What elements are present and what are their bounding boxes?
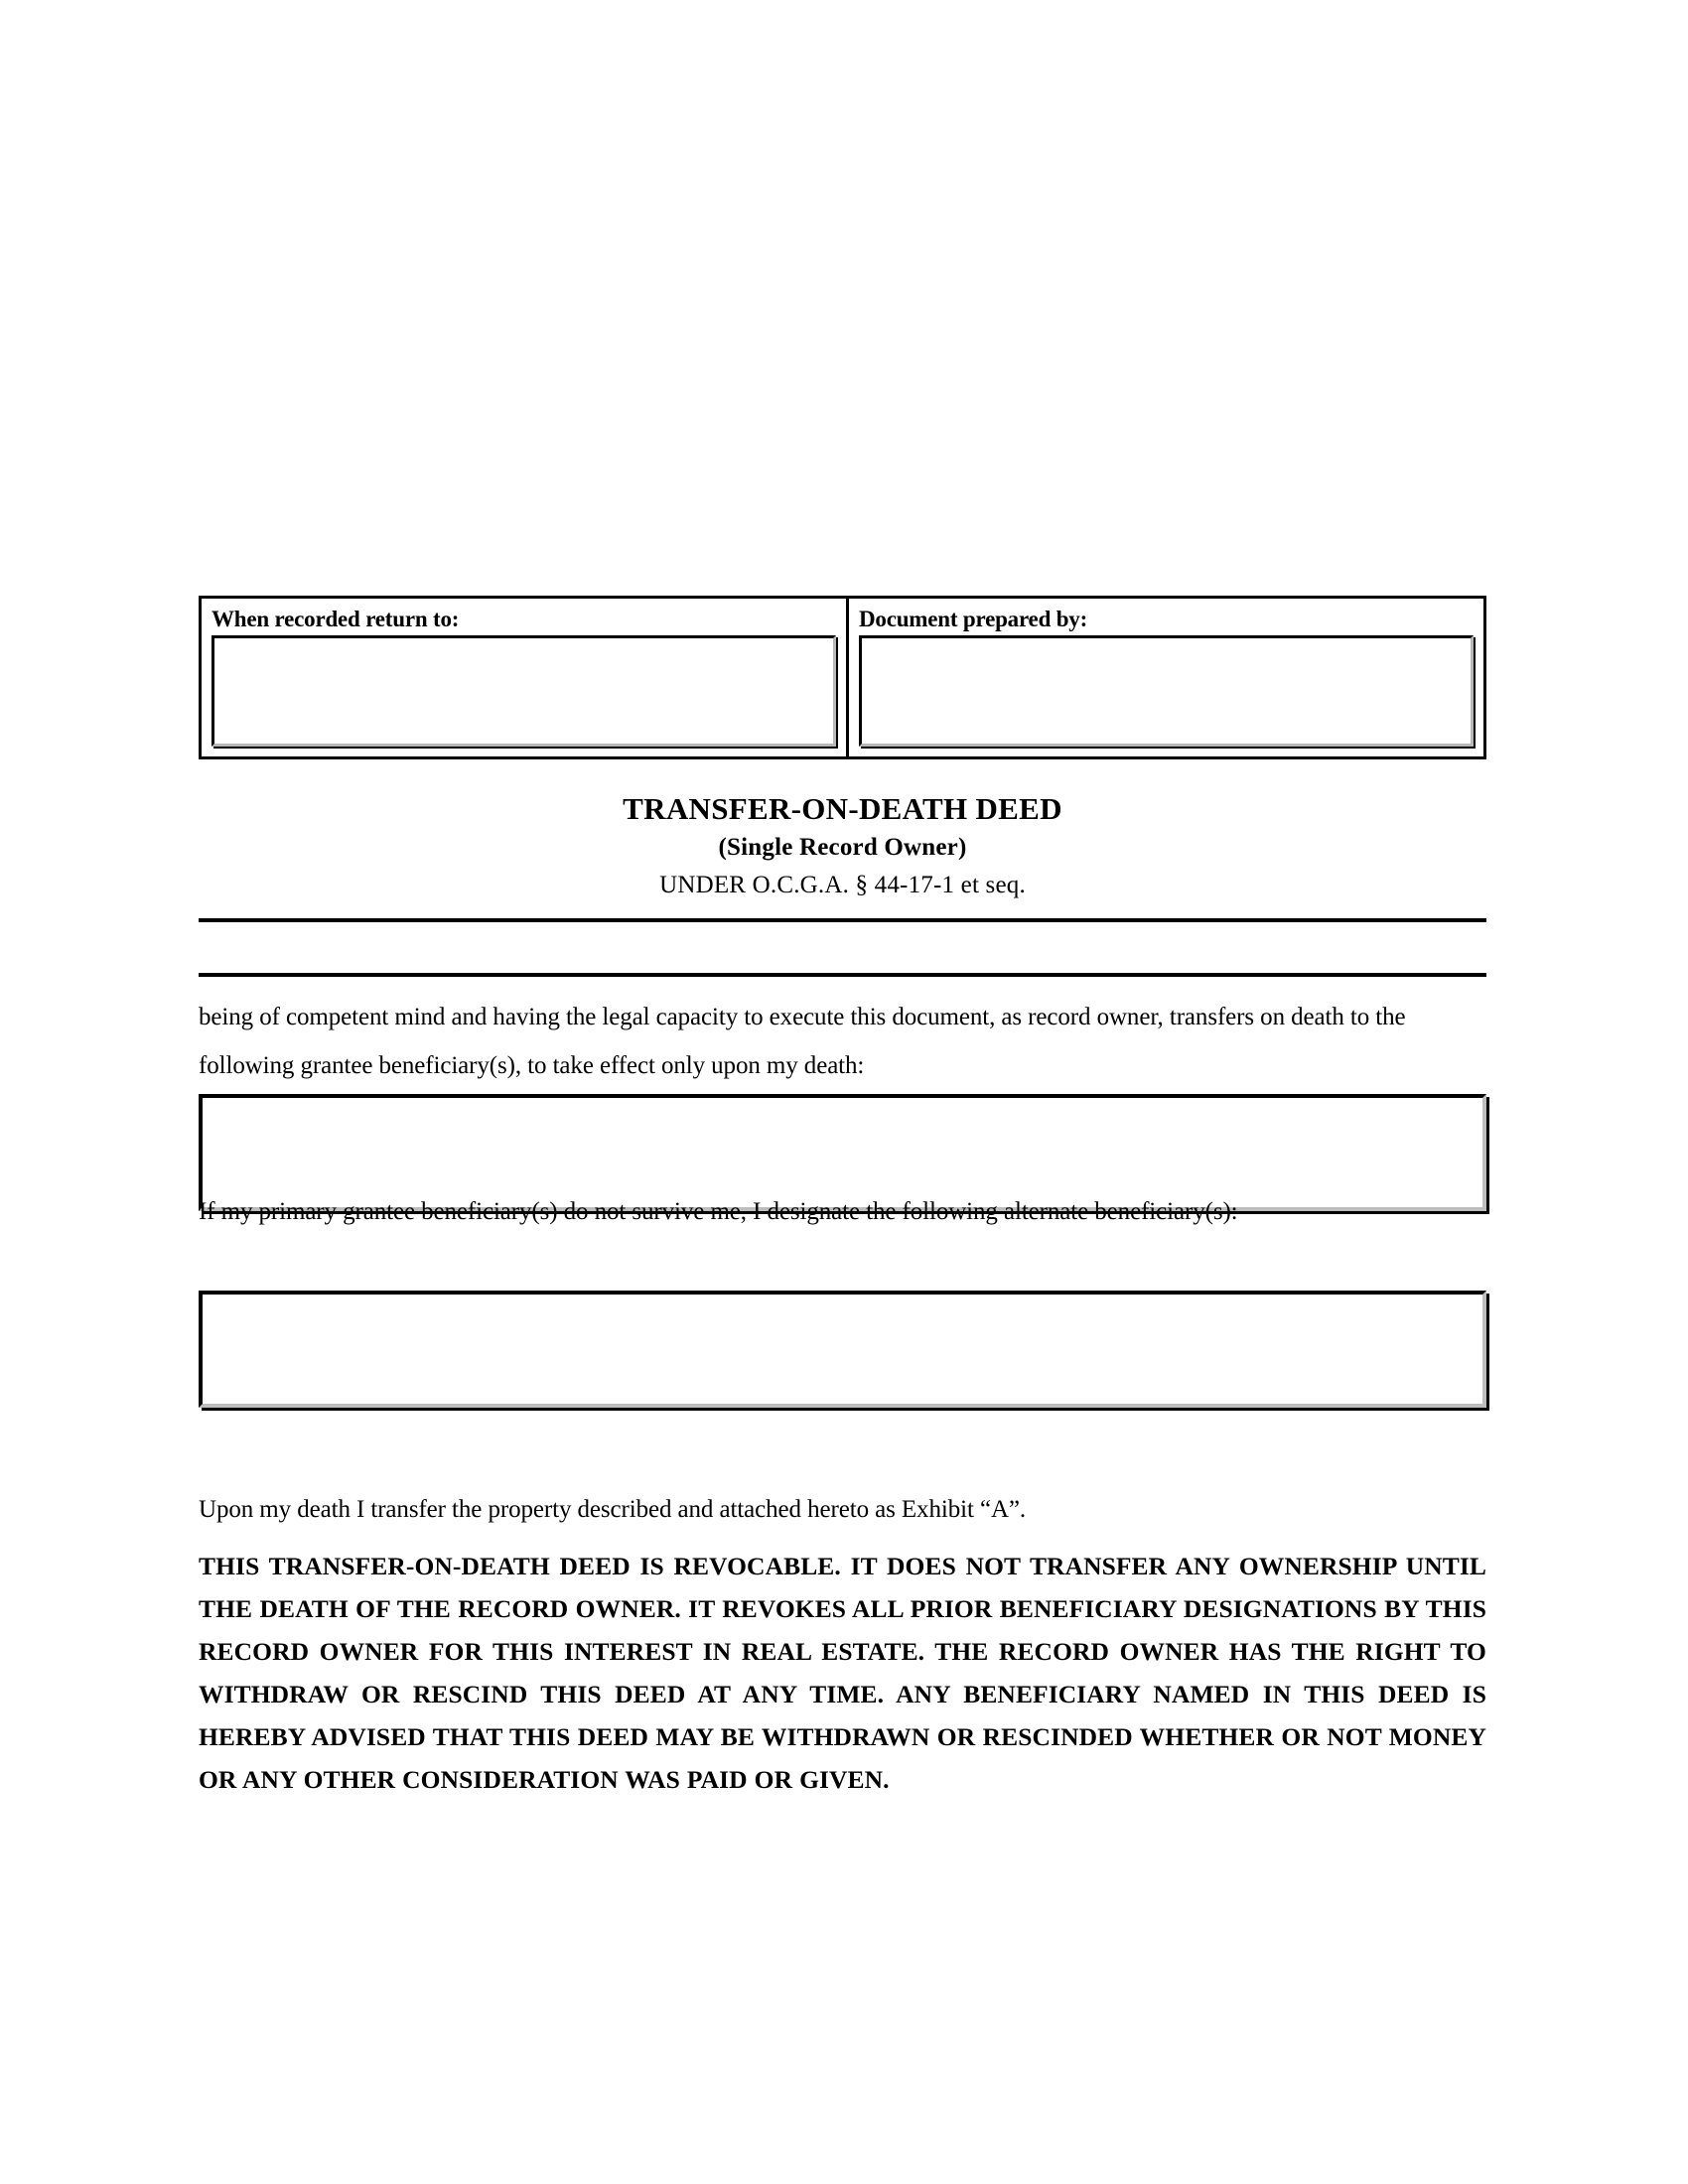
return-to-label: When recorded return to: xyxy=(211,607,460,631)
return-to-field[interactable] xyxy=(211,635,836,747)
alternate-beneficiary-prompt: If my primary grantee beneficiary(s) do not survive me, I designate the following alternate beneficiary(s): xyxy=(199,1198,1238,1225)
intro-paragraph: being of competent mind and having the legal capacity to execute this document, as record owner, transfers on death to the following grantee beneficiary(s), to take effect only upon my death: xyxy=(199,1004,1406,1079)
recording-header-box xyxy=(199,596,1486,759)
document-title: TRANSFER-ON-DEATH DEED xyxy=(623,791,1062,826)
exhibit-reference-paragraph: Upon my death I transfer the property described and attached hereto as Exhibit “A”. xyxy=(199,1496,1027,1523)
grantor-name-line-1[interactable] xyxy=(199,918,1486,922)
title-block xyxy=(199,789,1486,904)
document-statute-reference: UNDER O.C.G.A. § 44-17-1 et seq. xyxy=(659,872,1026,898)
alternate-beneficiary-field[interactable] xyxy=(199,1291,1486,1408)
document-subtitle: (Single Record Owner) xyxy=(718,834,967,861)
return-to-column xyxy=(202,599,849,756)
prepared-by-field[interactable] xyxy=(859,635,1474,747)
revocation-notice-paragraph: THIS TRANSFER-ON-DEATH DEED IS REVOCABLE. IT DOES NOT TRANSFER ANY OWNERSHIP UNTIL THE DEATH OF THE RECORD OWNER. IT REVOKES ALL PRIOR BENEFICIARY DESIGNATIONS BY THIS RECORD OWNER FOR THIS INTEREST IN REAL ESTATE. THE RECORD OWNER HAS THE RIGHT TO WITHDRAW OR RESCIND THIS DEED AT ANY TIME. ANY BENEFICIARY NAMED IN THIS DEED IS HEREBY ADVISED THAT THIS DEED MAY BE WITHDRAWN OR RESCINDED WHETHER OR NOT MONEY OR ANY OTHER CONSIDERATION WAS PAID OR GIVEN. xyxy=(199,1552,1486,1794)
prepared-by-label: Document prepared by: xyxy=(859,607,1088,631)
prepared-by-column xyxy=(849,599,1483,756)
grantor-name-line-2[interactable] xyxy=(199,973,1486,977)
